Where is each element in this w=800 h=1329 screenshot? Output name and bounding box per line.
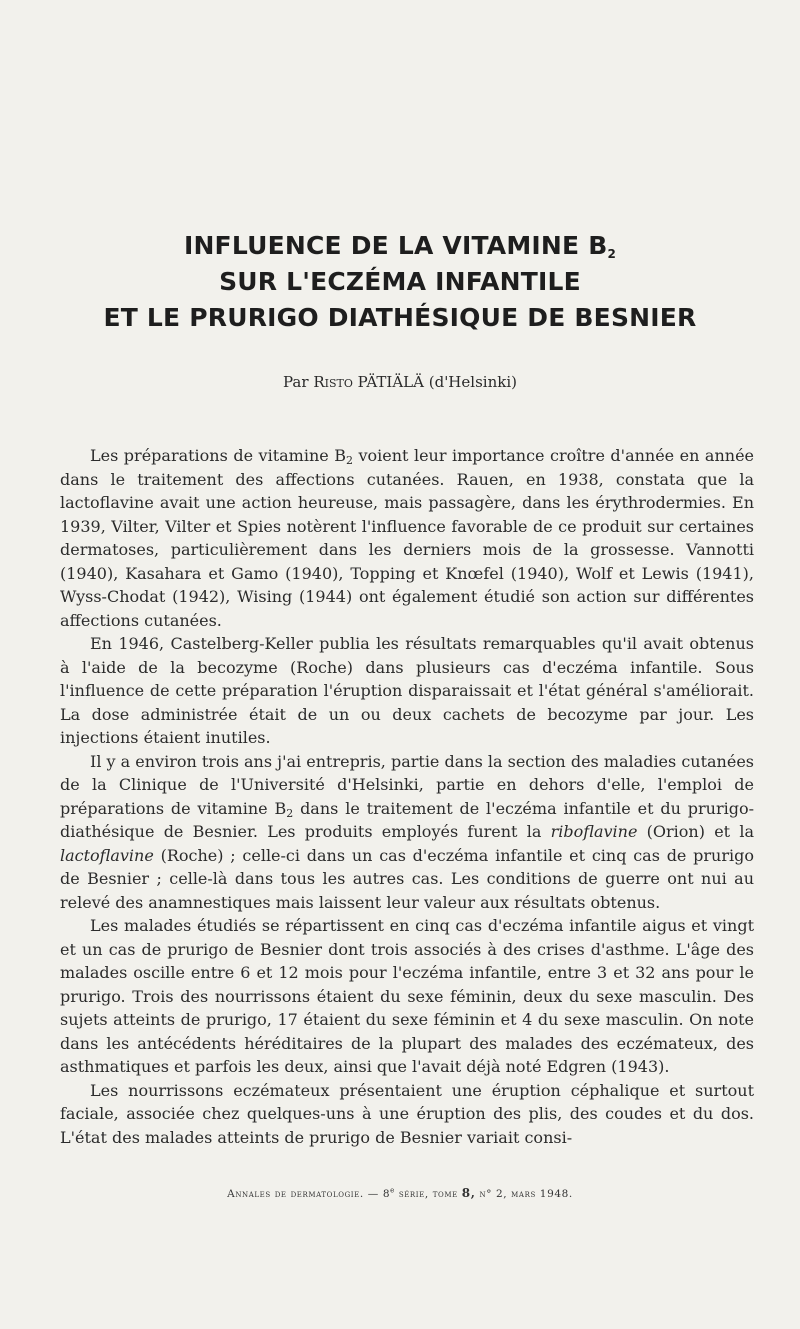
paragraph-5: Les nourrissons eczémateux présentaient une éruption céphalique et surtout faciale, associée chez quelques-uns à une éruption des plis, des coudes et du dos. L'état des malades atteints de prurigo de Besnier variait consi- — [60, 1080, 754, 1147]
footer-series-superscript: e — [390, 1186, 395, 1195]
paragraph-2: En 1946, Castelberg-Keller publia les résultats remarquables qu'il avait obtenus à l'aide de la becozyme (Roche) dans plusieurs cas d'eczéma infantile. Sous l'influence de cette préparation l'éruption disparaissait et l'état général s'améliorait. La dose administrée était de un ou deux cachets de becozyme par jour. Les injections étaient inutiles. — [60, 634, 754, 747]
title-line-2: SUR L'ECZÉMA INFANTILE — [219, 267, 581, 296]
paragraph-3-text-c: (Orion) et la — [637, 822, 754, 841]
paragraph-3-text-a: Il y a environ trois ans j'ai entrepris, partie dans la section des maladies cutanées de la Clinique de l'Université d'Helsinki, partie en dehors d'elle, l'emploi de préparations de vitamine B — [60, 751, 755, 818]
journal-footer — [0, 1186, 800, 1200]
author-byline — [0, 373, 800, 391]
footer-series: série, tome — [398, 1188, 458, 1200]
paragraph-4: Les malades étudiés se répartissent en cinq cas d'eczéma infantile aigus et vingt et un cas de prurigo de Besnier dont trois associés à des crises d'asthme. L'âge des malades oscille entre 6 et 12 mois pour l'eczéma infantile, entre 3 et 32 ans pour le prurigo. Trois des nourrissons étaient du sexe féminin, deux du sexe masculin. Des sujets atteints de prurigo, 17 étaient du sexe féminin et 4 du sexe masculin. On note dans les antécédents héréditaires de la plupart des malades des eczémateux, des asthmatiques et parfois les deux, ainsi que l'avait déjà noté Edgren (1943). — [60, 916, 754, 1076]
footer-number: n° 2, — [479, 1188, 508, 1200]
paragraph-3-italic-lactoflavine: lactoflavine — [60, 845, 154, 865]
paragraph-3-text-d: (Roche) ; celle-ci dans un cas d'eczéma infantile et cinq cas de prurigo de Besnier ; celle-là dans tous les autres cas. Les conditions de guerre ont nui au relevé des anamnestiques mais laissent leur valeur aux résultats obtenus. — [60, 845, 754, 912]
footer-series-number: 8 — [382, 1188, 391, 1200]
title-line-1-text: INFLUENCE DE LA VITAMINE B — [183, 231, 608, 260]
author-first-name: Risto — [313, 373, 353, 391]
footer-dash: — — [367, 1188, 379, 1200]
paragraph-3-subscript: 2 — [286, 806, 294, 820]
paragraph-1 — [60, 444, 754, 632]
paragraph-3 — [60, 750, 754, 915]
paragraph-3-text-b: dans le traitement de l'eczéma infantile et du prurigo-diathésique de Besnier. Les produits employés furent la — [60, 798, 755, 841]
title-line-1 — [60, 228, 740, 264]
footer-date: mars 1948. — [511, 1188, 573, 1200]
paragraph-1-text-a: Les préparations de vitamine B — [90, 446, 346, 465]
title-line-3: ET LE PRURIGO DIATHÉSIQUE DE BESNIER — [103, 303, 697, 332]
article-title — [60, 228, 740, 336]
footer-tome: 8, — [461, 1186, 476, 1200]
paragraph-1-subscript: 2 — [345, 454, 353, 467]
author-affiliation: (d'Helsinki) — [428, 373, 517, 391]
footer-journal: Annales de dermatologie. — [227, 1188, 364, 1200]
byline-par: Par — [283, 373, 309, 391]
paragraph-3-italic-riboflavine: riboflavine — [550, 822, 638, 841]
article-body — [60, 444, 754, 1149]
title-subscript: 2 — [607, 247, 617, 261]
author-last-name: PÄTIÄLÄ — [357, 373, 424, 391]
paragraph-1-text-b: voient leur importance croître d'année en année dans le traitement des affections cutanées. Rauen, en 1938, constata que la lactoflavine avait une action heureuse, mais passagère, dans les érythrodermies. En 1939, Vilter, Vilter et Spies notèrent l'influence favorable de ce produit sur certaines dermatoses, particulièrement dans les derniers mois de la grossesse. Vannotti (1940), Kasahara et Gamo (1940), Topping et Knœfel (1940), Wolf et Lewis (1941), Wyss-Chodat (1942), Wising (1944) ont également étudié son action sur différentes affections cutanées. — [60, 446, 755, 630]
